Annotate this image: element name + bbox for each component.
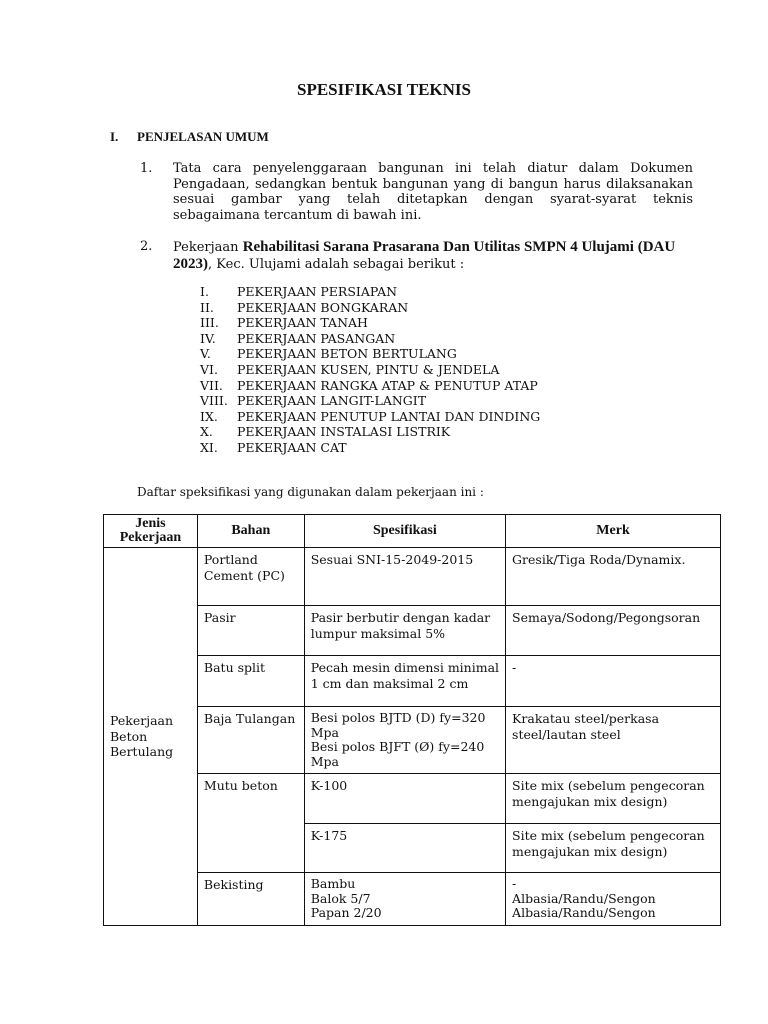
merk-cell: Site mix (sebelum pengecoran mengajukan mix design) — [506, 824, 721, 873]
document-title: SPESIFIKASI TEKNIS — [296, 80, 471, 99]
column-header-merk: Merk — [506, 515, 721, 548]
spesifikasi-cell: Pasir berbutir dengan kadar lumpur maksimal 5% — [304, 606, 505, 656]
bahan-cell: Baja Tulangan — [197, 707, 304, 774]
merk-cell: - Albasia/Randu/Sengon Albasia/Randu/Sengon — [506, 873, 721, 926]
spesifikasi-cell: Bambu Balok 5/7 Papan 2/20 — [304, 873, 505, 926]
merk-cell: Krakatau steel/perkasa steel/lautan steel — [506, 707, 721, 774]
column-header-jenis: Jenis Pekerjaan — [104, 515, 198, 548]
spesifikasi-cell: Besi polos BJTD (D) fy=320 Mpa Besi polos BJFT (Ø) fy=240 Mpa — [304, 707, 505, 774]
spesifikasi-cell: Pecah mesin dimensi minimal 1 cm dan maksimal 2 cm — [304, 656, 505, 707]
bahan-cell: Bekisting — [197, 873, 304, 926]
specification-table — [103, 514, 721, 926]
work-type-cell: Pekerjaan Beton Bertulang — [104, 548, 198, 926]
section-title: PENJELASAN UMUM — [137, 129, 269, 144]
merk-cell: Site mix (sebelum pengecoran mengajukan mix design) — [506, 774, 721, 824]
paragraph-number: 2. — [140, 239, 153, 254]
table-row — [104, 548, 721, 606]
paragraph-text — [173, 239, 693, 273]
bahan-cell: Pasir — [197, 606, 304, 656]
project-name: Rehabilitasi Sarana Prasarana Dan Utilitas SMPN 4 Ulujami (DAU 2023) — [173, 239, 676, 272]
section-number: I. — [110, 129, 119, 144]
table-header-row — [104, 515, 721, 548]
column-header-spesifikasi: Spesifikasi — [304, 515, 505, 548]
bahan-cell: Batu split — [197, 656, 304, 707]
spesifikasi-cell: K-175 — [304, 824, 505, 873]
document-page: SPESIFIKASI TEKNIS I. PENJELASAN UMUM 1. Tata cara penyelenggaraan bangunan ini telah diatur dalam Dokumen Pengadaan, sedangkan bentuk bangunan yang di bangun harus dilaksanakan sesuai gambar yang telah ditetapkan dengan syarat-syarat teknis sebagaimana tercantum di bawah ini. 2. Pekerjaan Rehabilitasi Sarana Prasarana Dan Utilitas SMPN 4 Ulujami (DAU 2023), Kec. Ulujami adalah sebagai berikut : I. PEKERJAAN PERSIAPAN II. PEKERJAAN BONGKARAN III. PEKERJAAN TANAH IV. PEKERJAAN PASANGAN V. PEKERJAAN BETON BERTULANG VI. PEKERJAAN KUSEN, PINTU & JENDELA VII. PEKERJAAN RANGKA ATAP & PENUTUP ATAP VIII. PEKERJAAN LANGIT-LANGIT IX. PEKERJAAN PENUTUP LANTAI DAN DINDING X. PEKERJAAN INSTALASI LISTRIK XI. PEKERJAAN CAT Daftar speksifikasi yang digunakan dalam pekerjaan ini : Jenis Pekerjaan Bahan Spesifikasi Merk Pekerjaan Beton Bertulang Portland Cement (PC) Sesuai SNI-15-2049-2015 Gresik/Tiga Roda/Dynamix. Pasir Pasir berbutir dengan kadar lumpur maksimal 5% Semaya/Sodong/Pegongsoran Batu split Pecah mesin dimensi minimal 1 cm dan maksimal 2 cm - Baja Tulangan Besi polos BJTD (D) fy=320 Mpa Besi polos BJFT (Ø) fy=240 Mpa Krakatau steel/perkasa steel/lautan steel Mutu beton K-100 Site mix (sebelum pengecoran mengajukan mix design) K-175 Site mix (sebelum pengecoran mengajukan mix design) Bekisting Bambu Balok 5/7 Papan 2/20 - Albasia/Randu/Sengon Albasia/Randu/Sengon — [0, 0, 768, 1024]
spesifikasi-cell: Sesuai SNI-15-2049-2015 — [304, 548, 505, 606]
table-intro: Daftar speksifikasi yang digunakan dalam pekerjaan ini : — [137, 485, 484, 499]
bahan-cell: Portland Cement (PC) — [197, 548, 304, 606]
column-header-bahan: Bahan — [197, 515, 304, 548]
spesifikasi-cell: K-100 — [304, 774, 505, 824]
bahan-cell: Mutu beton — [197, 774, 304, 873]
merk-cell: - — [506, 656, 721, 707]
merk-cell: Gresik/Tiga Roda/Dynamix. — [506, 548, 721, 606]
paragraph-number: 1. — [140, 161, 153, 176]
section-heading — [110, 129, 269, 145]
paragraph-prefix: Pekerjaan — [173, 240, 243, 255]
paragraph-suffix: , Kec. Ulujami adalah sebagai berikut : — [208, 257, 465, 272]
paragraph-text: Tata cara penyelenggaraan bangunan ini telah diatur dalam Dokumen Pengadaan, sedangkan bentuk bangunan yang di bangun harus dilaksanakan sesuai gambar yang telah ditetapkan dengan syarat-syarat teknis sebagaimana tercantum di bawah ini. — [173, 161, 693, 223]
merk-cell: Semaya/Sodong/Pegongsoran — [506, 606, 721, 656]
